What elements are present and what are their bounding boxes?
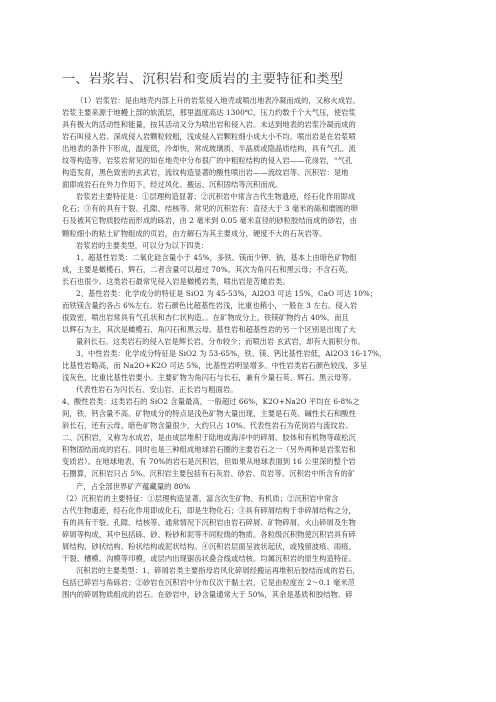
text-line: 而铁镁含量约各占 6%左右。岩石颜色比超基性岩浅，比重也稍小，一般在 3 左右。侵入岩 xyxy=(62,300,358,310)
text-line: 沉积岩的主要类型：1、碎屑岩类主要指母岩风化碎屑经搬运再堆积后胶结而成的岩石， xyxy=(76,565,360,575)
text-line: 面即成岩石在外力作用下，经过风化、搬运、沉积固结等沉积而成。 xyxy=(62,180,283,190)
text-line: 岩浆岩主要特征是：①层理构造显著；②沉积岩中常含古代生物遗迹，经石化作用即成 xyxy=(76,192,356,202)
text-line: 变质岩）。在地球地表，有 70%的岩石是沉积岩，但如果从地球表面到 16 公里深的整个岩 xyxy=(62,457,356,467)
text-line: 浅灰色，比重比基性岩要小。主要矿物为角闪石与长石，兼有少量石英、辉石、黑云母等。 xyxy=(62,373,356,383)
document-body xyxy=(62,95,434,601)
text-line: 长石也很少。这类岩石最常见侵入岩是橄榄岩类，喷出岩是苦橄岩类。 xyxy=(62,276,290,286)
text-line: 3、中性岩类：化学成分特征是 SiO2 为 53-65%，铁、镁、钙比基性岩低，Al2O3 16-17%， xyxy=(76,348,387,358)
text-line: 构造发育，黑色致密的玄武岩，流纹构造显著的酸性喷出岩——流纹岩等。沉积岩：是地 xyxy=(62,168,349,178)
text-line: （2）沉积岩的主要特征：①层理构造显著，富含次生矿物、有机质；②沉积岩中常含 xyxy=(62,493,339,503)
text-line: 很致密，喷出岩常具有气孔状和杏仁状构造。。在矿物成分上，铁镁矿物约占 40%，而且 xyxy=(62,312,349,322)
text-line: （1）岩浆岩：是由地壳内部上升的岩浆侵入地壳或喷出地表冷凝而成的，又称火成岩。 xyxy=(76,96,360,105)
text-line: 4、酸性岩类：这类岩石的 SiO2 含量最高，一般超过 66%，K2O+Na2O 平均在 6-8%之 xyxy=(62,397,360,407)
text-line: 岩石叫侵入岩。深成侵入岩颗粒较粗，浅成侵入岩颗粒细小成大小不均。喷出岩是在岩浆喷 xyxy=(62,132,356,142)
text-line: 出地表的条件下形成，温度低，冷却快，常成玻璃质、半晶质或隐晶质结构，具有气孔、流 xyxy=(62,144,356,154)
text-line: 间，铁、钙含量不高。矿物成分的特点是浅色矿物大量出现，主要是石英、碱性长石和酸性 xyxy=(62,409,356,419)
text-line: 斜长石，还有云母。暗色矿物含量很少，大约只占 10%。代表性岩石为花岗岩与流纹岩。 xyxy=(62,421,353,431)
text-line: 碎屑等构成，其中包括砾、砂、粉砂和泥等不同粒级的物质。各粒级沉积物使沉积岩具有碎 xyxy=(62,529,356,539)
text-line: 二、沉积岩，又称为水成岩，是由成层堆积于陆地或海洋中的碎屑、胶体和有机物等疏松沉 xyxy=(62,433,356,443)
text-line: 成，主要是橄榄石、辉石，二者含量可以超过 70%。其次为角闪石和黑云母；不含石英， xyxy=(62,264,353,274)
text-line: 比基性岩略高，而 Na2O+K2O 可达 5%，比基性岩明显增多。中性岩类岩石颜色较浅，多呈 xyxy=(62,361,368,371)
text-line: 岩浆岩的主要类型，可以分为以下四类： xyxy=(76,240,209,250)
text-line: 围内的碎屑物质组成的岩石。在砂岩中，砂含量通常大于 50%，其余是基质和胶结物。碎 xyxy=(62,589,353,599)
text-line: 石圈算，沉积岩只占 5%。沉积岩主要包括有石灰岩、砂岩、页岩等。沉积岩中所含有的矿 xyxy=(62,469,356,479)
text-line: 代表性岩石为闪长石、安山岩、正长岩与粗面岩。 xyxy=(76,385,238,395)
text-line: 岩浆主要来源于地幔上部的软流层，那里温度高达 1300℃，压力约数千个大气压，使岩浆 xyxy=(62,108,356,118)
text-line: 1、超基性岩类：二氧化硅含量小于 45%，多铁、镁而少钾、钠，基本上由暗色矿物组 xyxy=(76,252,357,262)
text-line: 产，占全部世界矿产蕴藏量的 80% xyxy=(76,481,191,491)
text-line: 纹等构造等。岩浆岩常见的如在地壳中分布很广的中粗粒结构的侵入岩——花岗岩，“气孔 xyxy=(62,156,353,166)
text-line: 积物固结而成的岩石。同时也是三种组成地球岩石圈的主要岩石之一（另外两种是岩浆岩和 xyxy=(62,445,356,455)
text-line: 量斜长石。这类岩石的侵入岩是辉长岩，分布较少；而喷出岩 玄武岩，却有大面积分布。 xyxy=(76,336,365,346)
section-title: 一、岩浆岩、沉积岩和变质岩的主要特征和类型 xyxy=(62,72,344,87)
text-line: 古代生物遗迹，经石化作用即成化石，即是生物化石；③具有碎屑结构于非碎屑结构之分， xyxy=(62,505,356,515)
text-line: 屑结构、砂状结构、粉状结构或泥状结构。④沉积岩层面呈波状起伏，或残留波痕、雨痕、 xyxy=(62,541,356,551)
text-line: 颗粒细小的粘土矿物组成的页岩，由方解石为其主要成分，硬度不大的石灰岩等。 xyxy=(62,228,327,238)
text-line: 有的具有干裂、孔隙、结核等。通常情况下沉积岩由岩石碎屑、矿物碎屑、火山碎屑及生物 xyxy=(62,517,356,527)
text-line: 以辉石为主，其次是橄榄石、角闪石和黑云母。基性岩和超基性岩的另一个区别是出现了大 xyxy=(62,324,356,334)
text-line: 具有极大的活动性和能量，按其活动又分为喷出岩和侵入岩。未达到地表的岩浆冷凝而成的 xyxy=(62,120,356,130)
text-line: 化石；③有的具有干裂、孔隙、结核等。常见的沉积岩有：直径大于 3 毫米的砾和磨圆的卵 xyxy=(62,204,358,214)
text-line: 石及被其它物质胶结而形成的砾岩，由 2 毫米到 0.05 毫米直径的砂粒胶结而成的砂岩，由 xyxy=(62,216,358,226)
text-line: 包括已碎岩与角砾岩；②砂岩在沉积岩中分布仅次于黏土岩，它是由粒度在 2～0.1 毫米范 xyxy=(62,577,356,587)
text-line: 干裂、槽模、沟模等印模，或层内出现锯齿状叠合线或结核。均属沉积岩的原生构造特征。 xyxy=(62,553,356,563)
text-line: 2、基性岩类：化学成分的特征是 SiO2 为 45-53%，Al2O3 可达 15%，CaO 可达 10%； xyxy=(76,288,378,298)
